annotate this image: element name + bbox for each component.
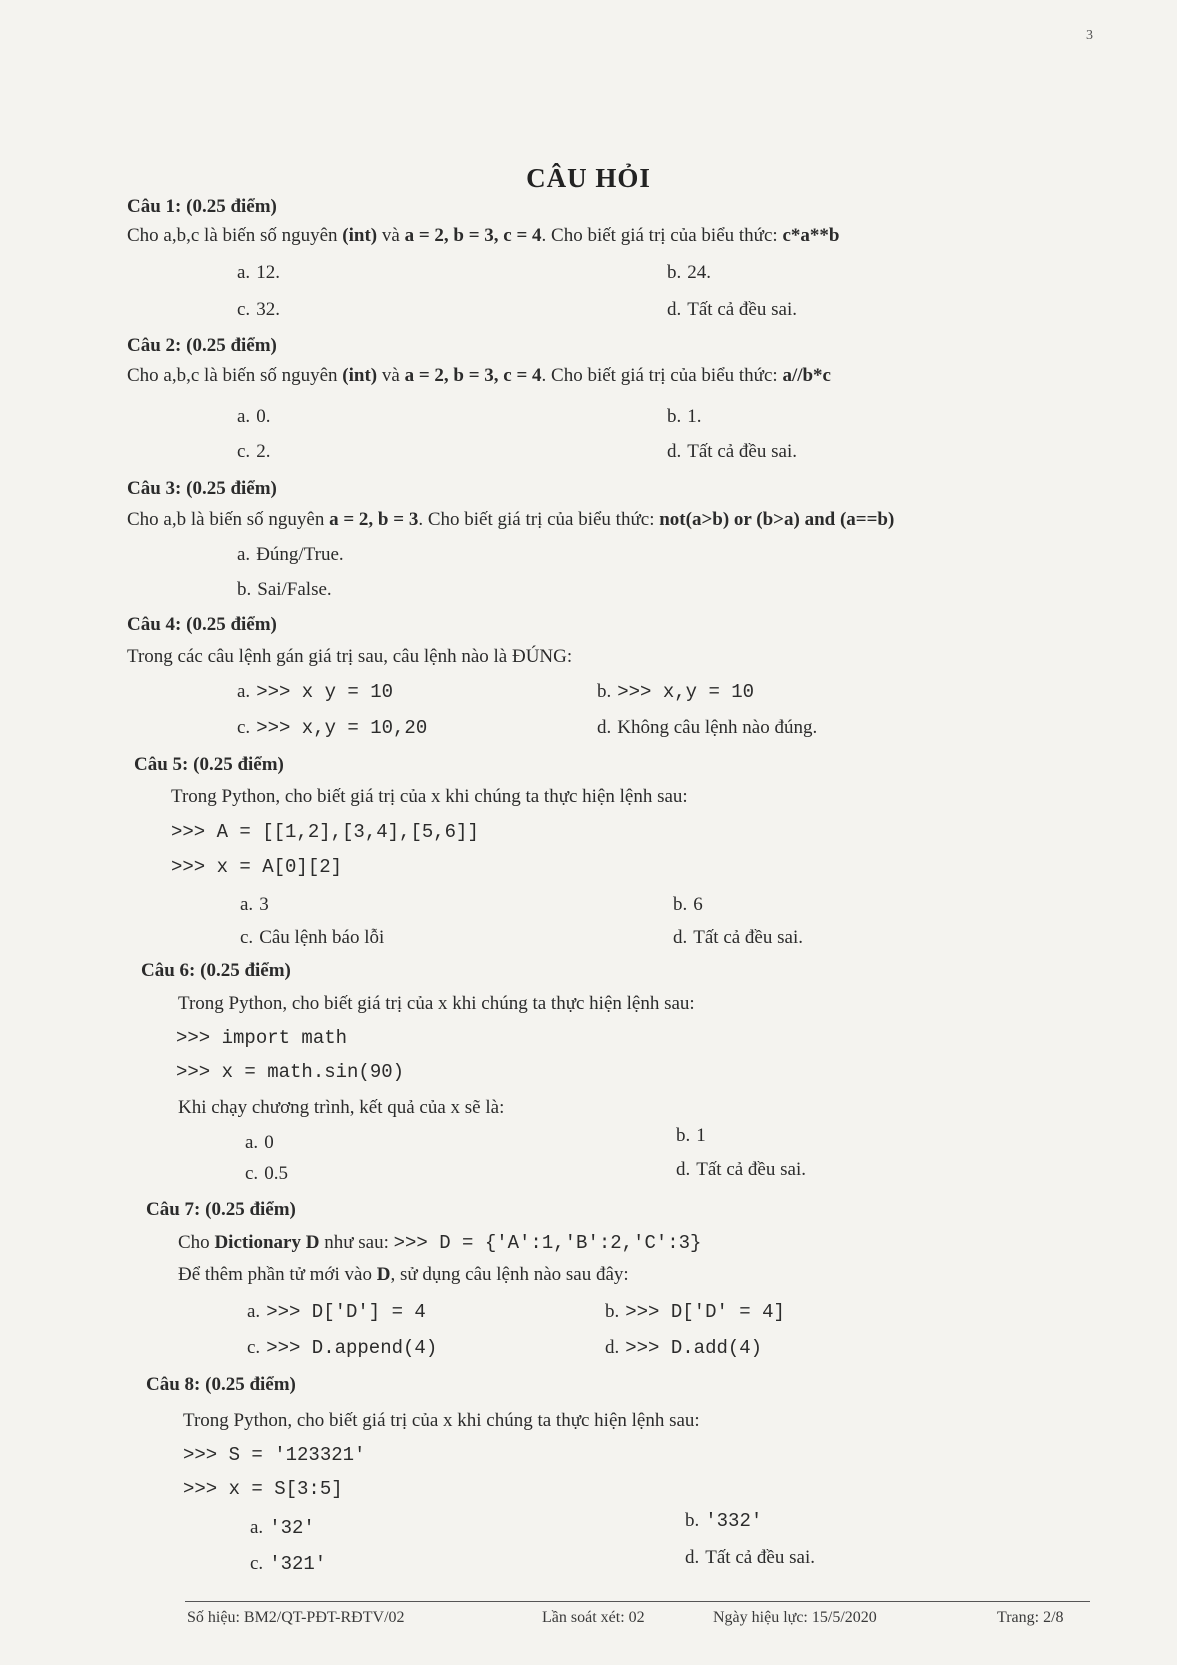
option-label: b. [237,579,252,600]
prompt-text: . Cho biết giá trị của biểu thức: [541,225,783,246]
option-code: >>> x,y = 10 [617,681,755,703]
option-a[interactable] [240,893,269,917]
footer-doc-code: Số hiệu: BM2/QT-PĐT-RĐTV/02 [187,1609,405,1626]
prompt-text: Cho a,b,c là biến số nguyên [127,225,343,246]
option-label: c. [250,1553,264,1574]
option-label: a. [237,544,251,565]
option-code: >>> x y = 10 [256,681,394,703]
option-label: c. [237,441,251,462]
question-heading: Câu 8: (0.25 điểm) [146,1374,296,1395]
option-label: b. [605,1301,620,1322]
option-label: a. [240,894,254,915]
option-d[interactable] [676,1158,806,1182]
option-text: 6 [693,894,703,915]
option-label: a. [237,262,251,283]
code-line: >>> import math [176,1027,348,1049]
note-text: , sử dụng câu lệnh nào sau đây: [390,1264,629,1285]
option-text: Tất cả đều sai. [687,299,797,320]
option-code: >>> D['D' = 4] [625,1301,785,1323]
question-heading: Câu 2: (0.25 điểm) [127,335,277,356]
question-note [178,1263,629,1287]
question-prompt: Trong Python, cho biết giá trị của x khi chúng ta thực hiện lệnh sau: [171,786,688,807]
option-code: >>> D.append(4) [266,1337,438,1359]
option-text: Sai/False. [257,579,332,600]
option-c[interactable] [237,440,270,464]
option-label: d. [605,1337,620,1358]
prompt-values: a = 2, b = 3, c = 4 [404,225,542,246]
option-text: Tất cả đều sai. [696,1159,806,1180]
option-label: c. [237,299,251,320]
question-heading: Câu 7: (0.25 điểm) [146,1199,296,1220]
option-b[interactable] [667,405,702,429]
option-code: '321' [269,1553,327,1575]
option-label: c. [247,1337,261,1358]
prompt-text: và [377,225,405,246]
question-prompt [127,508,894,532]
option-a[interactable] [237,543,344,567]
option-a[interactable] [245,1131,274,1155]
note-text: Để thêm phần tử mới vào [178,1264,377,1285]
question-prompt: Trong các câu lệnh gán giá trị sau, câu lệnh nào là ĐÚNG: [127,646,573,667]
prompt-term: Dictionary D [214,1232,320,1253]
option-a[interactable] [237,680,393,704]
option-label: d. [597,717,612,738]
option-d[interactable] [597,716,817,740]
option-b[interactable] [676,1124,706,1148]
option-text: Không câu lệnh nào đúng. [617,717,818,738]
question-prompt [127,364,831,388]
option-b[interactable] [667,261,711,285]
prompt-type: (int) [342,365,378,386]
option-label: a. [245,1132,259,1153]
option-code: >>> D['D'] = 4 [266,1301,426,1323]
option-a[interactable] [247,1300,426,1324]
footer-divider [185,1601,1090,1602]
footer-page-number: Trang: 2/8 [997,1609,1064,1626]
option-c[interactable] [247,1336,437,1360]
prompt-text: và [377,365,405,386]
footer-effective-date: Ngày hiệu lực: 15/5/2020 [713,1609,877,1626]
prompt-expression: a//b*c [782,365,831,386]
option-label: d. [667,299,682,320]
question-heading: Câu 4: (0.25 điểm) [127,614,277,635]
option-text: 12. [256,262,280,283]
option-b[interactable] [237,578,332,602]
option-text: 0 [264,1132,274,1153]
option-label: b. [667,262,682,283]
option-b[interactable] [597,680,754,704]
option-d[interactable] [605,1336,762,1360]
option-a[interactable] [237,261,280,285]
prompt-text: Cho a,b,c là biến số nguyên [127,365,343,386]
question-prompt: Trong Python, cho biết giá trị của x khi chúng ta thực hiện lệnh sau: [178,993,695,1014]
prompt-text: Cho a,b là biến số nguyên [127,509,330,530]
option-a[interactable] [250,1516,315,1540]
option-label: d. [676,1159,691,1180]
option-c[interactable] [237,298,280,322]
prompt-values: a = 2, b = 3, c = 4 [404,365,542,386]
prompt-code: >>> D = {'A':1,'B':2,'C':3} [393,1232,702,1254]
prompt-text: như sau: [319,1232,394,1253]
prompt-expression: c*a**b [782,225,840,246]
option-c[interactable] [250,1552,326,1576]
question-prompt [178,1231,701,1255]
option-label: b. [597,681,612,702]
prompt-text: . Cho biết giá trị của biểu thức: [541,365,783,386]
code-line: >>> A = [[1,2],[3,4],[5,6]] [171,821,479,843]
option-label: d. [685,1547,700,1568]
option-a[interactable] [237,405,270,429]
option-text: 3 [259,894,269,915]
question-heading: Câu 3: (0.25 điểm) [127,478,277,499]
option-label: a. [247,1301,261,1322]
page-title: CÂU HỎI [526,163,651,193]
footer-revision: Lần soát xét: 02 [542,1609,645,1626]
option-c[interactable] [245,1162,288,1186]
code-line: >>> S = '123321' [183,1444,366,1466]
option-text: 2. [256,441,271,462]
prompt-values: a = 2, b = 3 [329,509,419,530]
option-text: 32. [256,299,280,320]
option-d[interactable] [667,440,797,464]
option-label: b. [667,406,682,427]
option-text: 1 [696,1125,706,1146]
question-note: Khi chạy chương trình, kết quả của x sẽ là: [178,1097,505,1118]
question-heading: Câu 6: (0.25 điểm) [141,960,291,981]
option-text: Đúng/True. [256,544,344,565]
question-heading: Câu 1: (0.25 điểm) [127,196,277,217]
option-label: b. [676,1125,691,1146]
option-b[interactable] [673,893,703,917]
option-label: d. [673,927,688,948]
option-label: a. [250,1517,264,1538]
option-text: Tất cả đều sai. [693,927,803,948]
option-b[interactable] [685,1509,762,1533]
note-term: D [376,1264,391,1285]
page-mark: 3 [1086,28,1093,43]
option-code: '332' [705,1510,763,1532]
option-label: b. [673,894,688,915]
code-line: >>> x = math.sin(90) [176,1061,405,1083]
option-text: 0.5 [264,1163,288,1184]
option-d[interactable] [673,926,803,950]
option-text: 1. [687,406,702,427]
option-code: >>> D.add(4) [625,1337,763,1359]
option-code: '32' [269,1517,315,1539]
code-line: >>> x = A[0][2] [171,856,343,878]
option-label: a. [237,681,251,702]
option-text: 24. [687,262,711,283]
option-b[interactable] [605,1300,785,1324]
question-heading: Câu 5: (0.25 điểm) [134,754,284,775]
option-text: Câu lệnh báo lỗi [259,927,385,948]
option-c[interactable] [240,926,384,950]
option-text: Tất cả đều sai. [705,1547,815,1568]
option-label: c. [240,927,254,948]
prompt-text: . Cho biết giá trị của biểu thức: [418,509,660,530]
option-text: Tất cả đều sai. [687,441,797,462]
option-label: c. [237,717,251,738]
option-text: 0. [256,406,271,427]
code-line: >>> x = S[3:5] [183,1478,343,1500]
option-label: a. [237,406,251,427]
prompt-text: Cho [178,1232,215,1253]
option-code: >>> x,y = 10,20 [256,717,428,739]
option-c[interactable] [237,716,427,740]
option-d[interactable] [685,1546,815,1570]
option-label: d. [667,441,682,462]
option-label: c. [245,1163,259,1184]
option-d[interactable] [667,298,797,322]
question-prompt [127,224,839,248]
option-label: b. [685,1510,700,1531]
prompt-expression: not(a>b) or (b>a) and (a==b) [659,509,895,530]
question-prompt: Trong Python, cho biết giá trị của x khi chúng ta thực hiện lệnh sau: [183,1410,700,1431]
prompt-type: (int) [342,225,378,246]
